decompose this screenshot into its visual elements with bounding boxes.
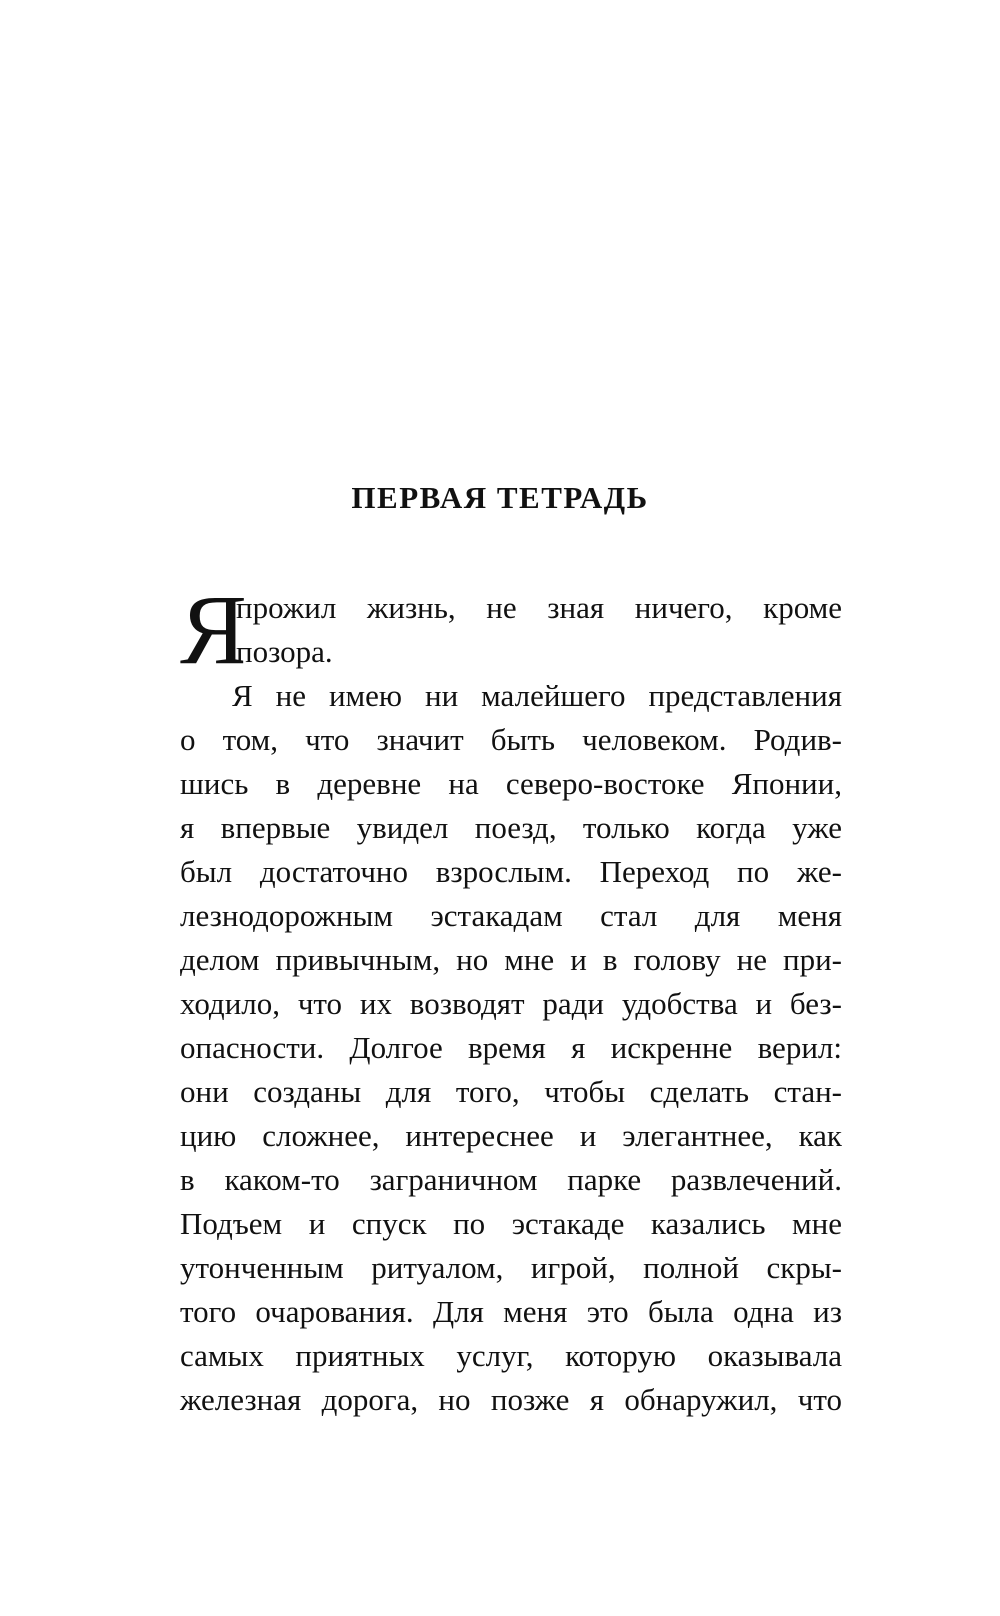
drop-cap: Я xyxy=(180,574,247,685)
text-line: был достаточно взрослым. Переход по же- xyxy=(180,854,842,889)
text-line: того очарования. Для меня это была одна из xyxy=(180,1294,842,1329)
text-line: о том, что значит быть человеком. Родив- xyxy=(180,722,842,757)
text-line: я впервые увидел поезд, только когда уже xyxy=(180,810,842,845)
text-line: позора. xyxy=(236,634,333,669)
opening-paragraph xyxy=(180,574,842,685)
text-line: Подъем и спуск по эстакаде казались мне xyxy=(180,1206,842,1241)
text-line: они созданы для того, чтобы сделать стан- xyxy=(180,1074,842,1109)
text-line: железная дорога, но позже я обнаружил, что xyxy=(180,1382,842,1417)
text-line: Я не имею ни малейшего представления xyxy=(232,678,842,713)
text-line: лезнодорожным эстакадам стал для меня xyxy=(180,898,842,933)
chapter-title: ПЕРВАЯ ТЕТРАДЬ xyxy=(351,480,649,515)
text-line: делом привычным, но мне и в голову не при- xyxy=(180,942,842,977)
text-line: самых приятных услуг, которую оказывала xyxy=(180,1338,842,1373)
text-line: в каком-то заграничном парке развлечений. xyxy=(180,1162,842,1197)
text-line: прожил жизнь, не зная ничего, кроме xyxy=(236,590,842,625)
body-text xyxy=(180,574,842,1422)
text-line: ходило, что их возводят ради удобства и без- xyxy=(180,986,842,1021)
text-line: цию сложнее, интереснее и элегантнее, как xyxy=(180,1118,842,1153)
text-line: шись в деревне на северо-востоке Японии, xyxy=(180,766,842,801)
text-line: опасности. Долгое время я искренне верил: xyxy=(180,1030,842,1065)
paragraph xyxy=(180,674,842,1422)
text-line: утонченным ритуалом, игрой, полной скры- xyxy=(180,1250,842,1285)
